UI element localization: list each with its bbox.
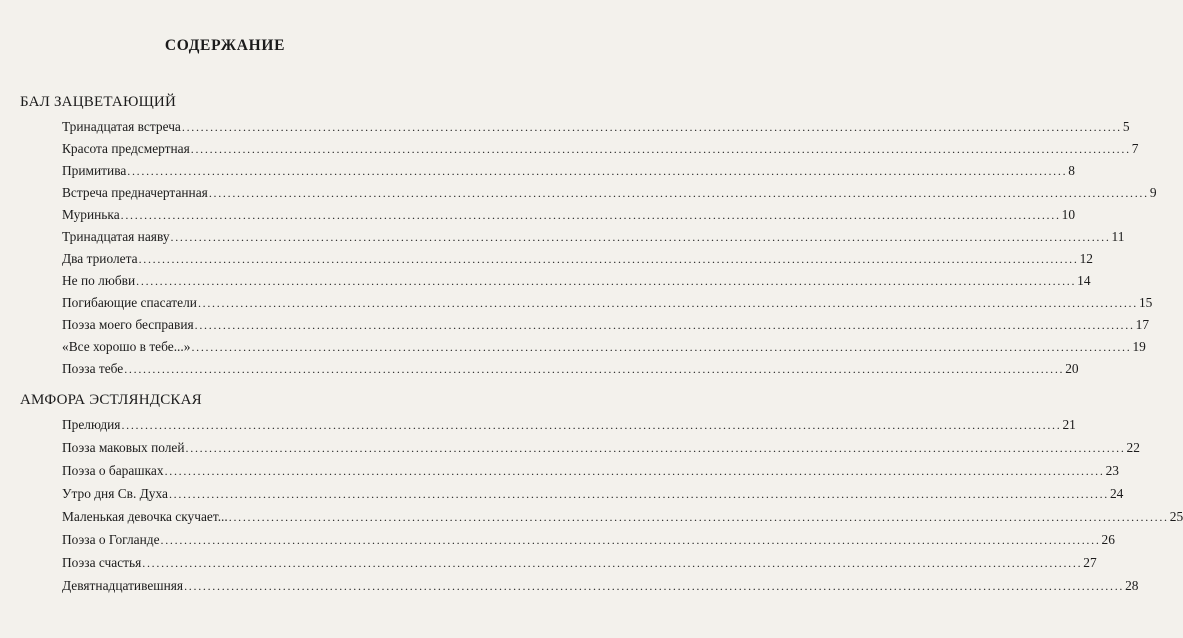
dot-leader: ........................................................................................................................................................................................................ <box>184 579 1125 593</box>
entry-title: «Все хорошо в тебе...» <box>62 339 191 354</box>
page-number: 21 <box>1062 417 1076 432</box>
dot-leader: ........................................................................................................................................................................................................ <box>136 274 1077 288</box>
dot-leader: ........................................................................................................................................................................................................ <box>170 230 1111 244</box>
dot-leader: ........................................................................................................................................................................................................ <box>191 340 1132 354</box>
dot-leader: ........................................................................................................................................................................................................ <box>194 318 1135 332</box>
toc-entry <box>62 207 1076 227</box>
toc-entry <box>62 417 1076 437</box>
toc-entry <box>62 440 1140 460</box>
section-title: АМФОРА ЭСТЛЯНДСКАЯ <box>20 392 202 408</box>
page-number: 22 <box>1126 440 1140 455</box>
toc-entry <box>62 317 1150 337</box>
dot-leader: ........................................................................................................................................................................................................ <box>185 441 1126 455</box>
toc-entry <box>62 185 1157 205</box>
entry-title: Поэза о Гогланде <box>62 532 160 547</box>
dot-leader: ........................................................................................................................................................................................................ <box>197 296 1138 310</box>
dot-leader: ........................................................................................................................................................................................................ <box>228 510 1169 524</box>
toc-entry <box>62 555 1097 575</box>
toc-entry <box>62 578 1139 598</box>
entry-title: Встреча предначертанная <box>62 185 208 200</box>
page-number: 5 <box>1122 119 1130 134</box>
dot-leader: ........................................................................................................................................................................................................ <box>181 120 1122 134</box>
section-title: БАЛ ЗАЦВЕТАЮЩИЙ <box>20 94 176 110</box>
entry-title: Прелюдия <box>62 417 121 432</box>
toc-entry <box>62 361 1079 381</box>
page-number: 25 <box>1169 509 1183 524</box>
toc-entry <box>62 251 1093 271</box>
entry-title: Поэза счастья <box>62 555 142 570</box>
entry-title: Маленькая девочка скучает... <box>62 509 228 524</box>
toc-entry <box>62 163 1075 183</box>
page-number: 8 <box>1068 163 1075 178</box>
dot-leader: ........................................................................................................................................................................................................ <box>124 362 1065 376</box>
page-number: 11 <box>1111 229 1125 244</box>
page-number: 20 <box>1065 361 1079 376</box>
dot-leader: ........................................................................................................................................................................................................ <box>208 186 1149 200</box>
dot-leader: ........................................................................................................................................................................................................ <box>121 418 1062 432</box>
dot-leader: ........................................................................................................................................................................................................ <box>142 556 1083 570</box>
page-number: 17 <box>1135 317 1150 332</box>
toc-entry <box>62 273 1091 293</box>
toc-entry <box>62 532 1115 552</box>
toc-entry <box>62 509 1183 529</box>
page-number: 10 <box>1061 207 1076 222</box>
dot-leader: ........................................................................................................................................................................................................ <box>168 487 1109 501</box>
page-number: 19 <box>1132 339 1146 354</box>
entry-title: Два триолета <box>62 251 138 266</box>
toc-entry <box>62 119 1130 139</box>
toc-entry <box>62 463 1119 483</box>
dot-leader: ........................................................................................................................................................................................................ <box>138 252 1079 266</box>
page-number: 27 <box>1083 555 1097 570</box>
page-number: 15 <box>1138 295 1153 310</box>
page-title: СОДЕРЖАНИЕ <box>164 37 286 54</box>
page-number: 23 <box>1105 463 1119 478</box>
entry-title: Девятнадцативешняя <box>62 578 184 593</box>
toc-entry <box>62 295 1153 315</box>
page-number: 28 <box>1125 578 1139 593</box>
page-number: 24 <box>1109 486 1124 501</box>
dot-leader: ........................................................................................................................................................................................................ <box>190 142 1131 156</box>
entry-title: Тринадцатая встреча <box>62 119 181 134</box>
entry-title: Не по любви <box>62 273 136 288</box>
dot-leader: ........................................................................................................................................................................................................ <box>127 164 1068 178</box>
entry-title: Поэза о барашках <box>62 463 164 478</box>
entry-title: Красота предсмертная <box>62 141 190 156</box>
page-number: 26 <box>1101 532 1115 547</box>
entry-title: Тринадцатая наяву <box>62 229 170 244</box>
dot-leader: ........................................................................................................................................................................................................ <box>164 464 1105 478</box>
dot-leader: ........................................................................................................................................................................................................ <box>120 208 1061 222</box>
dot-leader: ........................................................................................................................................................................................................ <box>160 533 1101 547</box>
entry-title: Поэза маковых полей <box>62 440 185 455</box>
toc-entry <box>62 141 1139 161</box>
entry-title: Поэза моего бесправия <box>62 317 194 332</box>
page-number: 7 <box>1131 141 1139 156</box>
entry-title: Погибающие спасатели <box>62 295 197 310</box>
entry-title: Муринька <box>62 207 120 222</box>
page-number: 12 <box>1079 251 1093 266</box>
entry-title: Примитива <box>62 163 127 178</box>
toc-entry <box>62 229 1125 249</box>
toc-entry <box>62 486 1124 506</box>
entry-title: Утро дня Св. Духа <box>62 486 168 501</box>
page-number: 14 <box>1077 273 1091 288</box>
entry-title: Поэза тебе <box>62 361 124 376</box>
toc-entry <box>62 339 1146 359</box>
page-number: 9 <box>1149 185 1157 200</box>
